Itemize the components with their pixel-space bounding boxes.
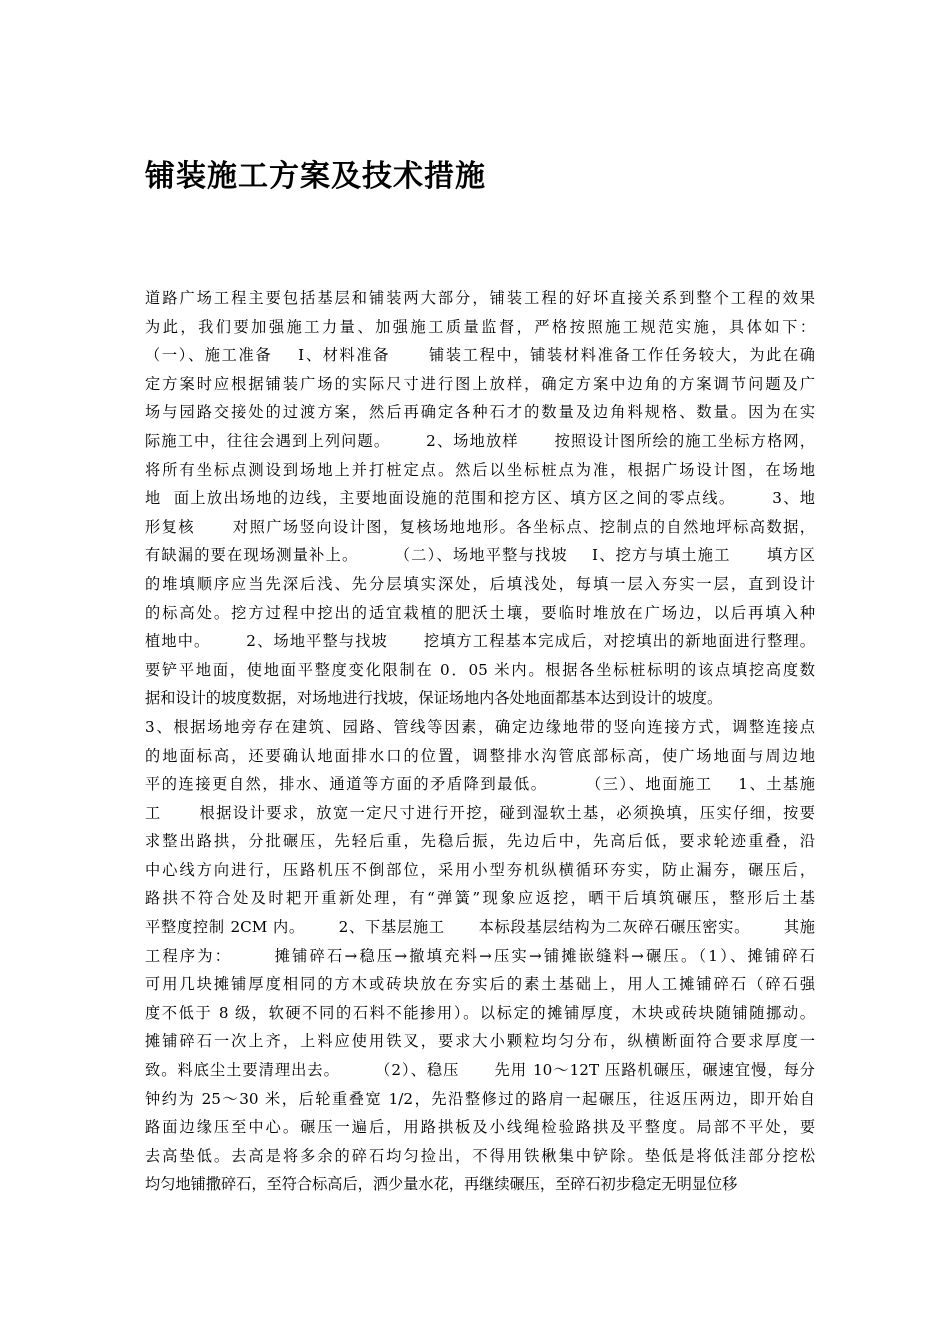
body-text-line: 去高垫低。去高是将多余的碎石均匀捡出，不得用铁楸集中铲除。垫低是将低洼部分挖松 [145, 1146, 815, 1165]
body-text-line: 为此，我们要加强施工力量、加强施工质量监督，严格按照施工规范实施，具体如下： [145, 317, 815, 336]
body-text-line: 将所有坐标点测设到场地上并打桩定点。然后以坐标桩点为准，根据广场设计图，在场地 [145, 460, 815, 479]
body-text-line: 平整度控制 2CM 内。 2、下基层施工 本标段基层结构为二灰碎石碾压密实。 其施 [145, 918, 815, 937]
document-title: 铺装施工方案及技术措施 [145, 159, 486, 194]
body-text-line: 据和设计的坡度数据，对场地进行找坡，保证场地内各处地面都基本达到设计的坡度。 [145, 689, 723, 708]
body-text-line: 可用几块摊铺厚度相同的方木或砖块放在夯实后的素土基础上，用人工摊铺碎石（碎石强 [145, 975, 815, 994]
body-text-line: 场与园路交接处的过渡方案，然后再确定各种石才的数量及边角料规格、数量。因为在实 [145, 403, 815, 422]
body-text-line: 度不低于 8 级，软硬不同的石料不能掺用）。以标定的摊铺厚度，木块或砖块随铺随挪动。 [145, 1003, 815, 1022]
body-text-line: （一）、施工准备 I、材料准备 铺装工程中，铺装材料准备工作任务较大，为此在确 [145, 346, 815, 365]
body-text-line: 际施工中，往往会遇到上列问题。 2、场地放样 按照设计图所绘的施工坐标方格网， [145, 431, 815, 450]
body-text-line: 植地中。 2、场地平整与找坡 挖填方工程基本完成后，对挖填出的新地面进行整理。 [145, 632, 815, 651]
body-text-line: 道路广场工程主要包括基层和铺装两大部分，铺装工程的好坏直接关系到整个工程的效果 [145, 289, 815, 307]
body-text-line: 的地面标高，还要确认地面排水口的位置，调整排水沟管底部标高，使广场地面与周边地 [145, 746, 815, 765]
body-text-line: 的堆填顺序应当先深后浅、先分层填实深处，后填浅处，每填一层入夯实一层，直到设计 [145, 574, 815, 593]
body-text-line: 3、根据场地旁存在建筑、园路、管线等因素，确定边缘地带的竖向连接方式，调整连接点 [145, 717, 815, 736]
body-text-line: 工程序为： 摊铺碎石→稳压→撤填充料→压实→铺摊嵌缝料→碾压。（1）、摊铺碎石 [145, 946, 815, 965]
body-text-line: 钟约为 25～30 米，后轮重叠宽 1/2，先沿整修过的路肩一起碾压，往返压两边，即开始自 [145, 1089, 815, 1108]
body-text-line: 地 面上放出场地的边线，主要地面设施的范围和挖方区、填方区之间的零点线。 3、地 [145, 489, 815, 508]
body-text-line: 致。料底尘土要清理出去。 （2）、稳压 先用 10～12T 压路机碾压，碾速宜慢，每分 [145, 1061, 815, 1080]
body-text-line: 均匀地铺撒碎石，至符合标高后，洒少量水花，再继续碾压，至碎石初步稳定无明显位移 [145, 1175, 738, 1194]
body-text-line: 路面边缘压至中心。碾压一遍后，用路拱板及小线绳检验路拱及平整度。局部不平处，要 [145, 1118, 815, 1137]
body-text-line: 的标高处。挖方过程中挖出的适宜栽植的肥沃土壤，要临时堆放在广场边，以后再填入种 [145, 603, 815, 622]
body-text-line: 路拱不符合处及时耙开重新处理，有“弹簧”现象应返挖，晒干后填筑碾压，整形后土基 [145, 889, 815, 908]
body-text-line: 平的连接更自然，排水、通道等方面的矛盾降到最低。 （三）、地面施工 1、土基施 [145, 775, 815, 794]
body-text-line: 形复核 对照广场竖向设计图，复核场地地形。各坐标点、挖制点的自然地坪标高数据， [145, 517, 815, 536]
body-text-line: 求整出路拱，分批碾压，先轻后重，先稳后振，先边后中，先高后低，要求轮迹重叠，沿 [145, 832, 815, 851]
body-text-line: 中心线方向进行，压路机压不倒部位，采用小型夯机纵横循环夯实，防止漏夯，碾压后， [145, 860, 815, 879]
body-text-line: 摊铺碎石一次上齐，上料应使用铁叉，要求大小颗粒均匀分布，纵横断面符合要求厚度一 [145, 1032, 815, 1051]
body-text-line: 定方案时应根据铺装广场的实际尺寸进行图上放样，确定方案中边角的方案调节问题及广 [145, 374, 815, 393]
body-text-line: 要铲平地面，使地面平整度变化限制在 0．05 米内。根据各坐标桩标明的该点填挖高度数 [145, 660, 815, 679]
body-text-line: 工 根据设计要求，放宽一定尺寸进行开挖，碰到湿软土基，必须换填，压实仔细，按要 [145, 803, 815, 822]
body-text-line: 有缺漏的要在现场测量补上。 （二）、场地平整与找坡 I、挖方与填土施工 填方区 [145, 546, 815, 565]
body-text [145, 284, 815, 1199]
